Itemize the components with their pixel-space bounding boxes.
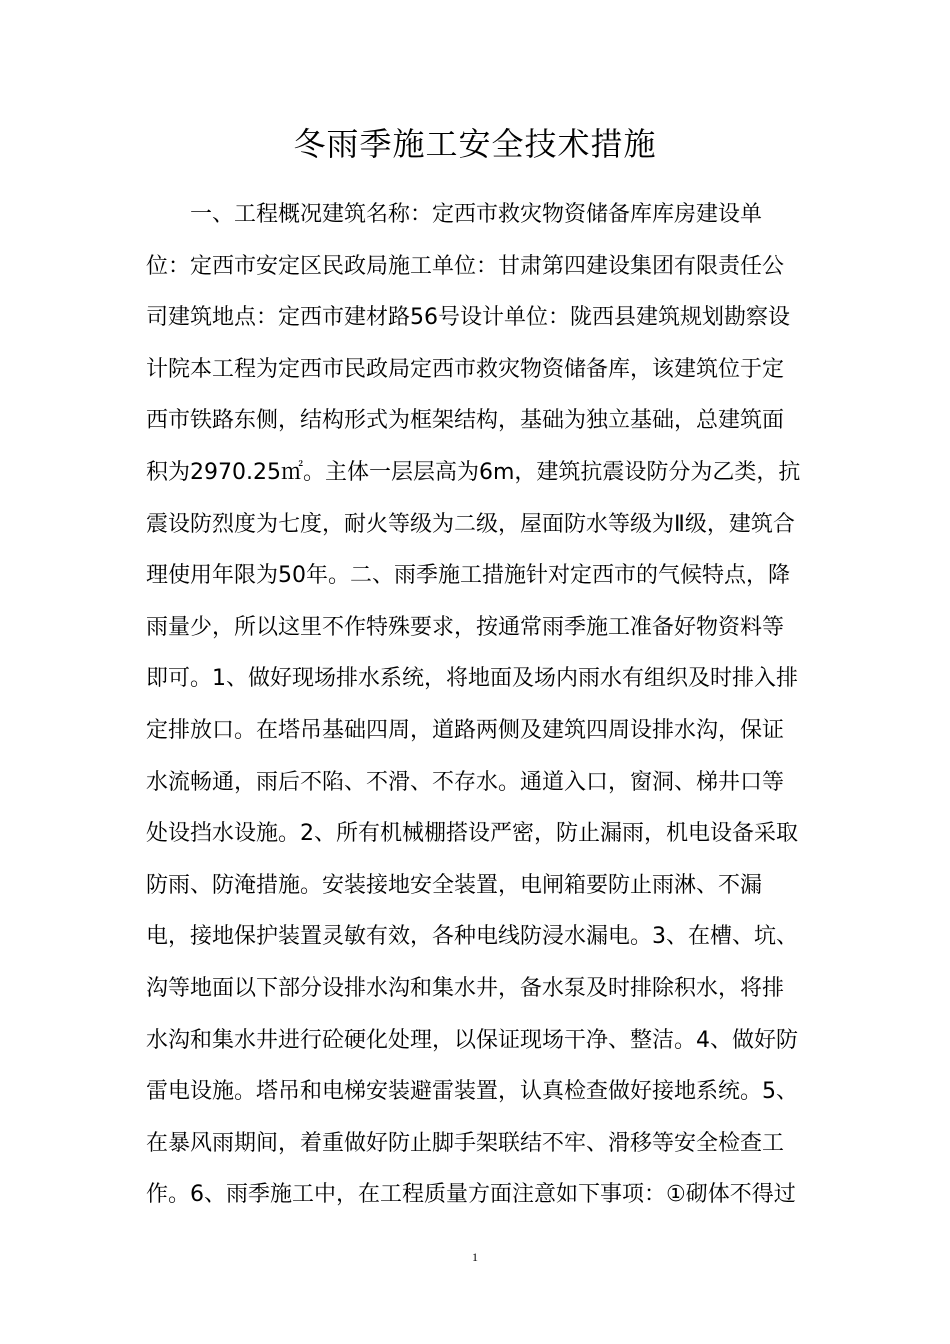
body-line: 震设防烈度为七度，耐火等级为二级，屋面防水等级为Ⅱ级，建筑合 (146, 511, 795, 537)
body-line: 作。6、雨季施工中，在工程质量方面注意如下事项：①砌体不得过 (146, 1182, 796, 1208)
page-number: 1 (472, 1250, 478, 1264)
body-line: 定排放口。在塔吊基础四周，道路两侧及建筑四周设排水沟，保证 (146, 717, 785, 743)
body-line: 理使用年限为50年。二、雨季施工措施针对定西市的气候特点，降 (146, 563, 790, 589)
body-line: 处设挡水设施。2、所有机械棚搭设严密，防止漏雨，机电设备采取 (146, 821, 798, 847)
body-line: 水流畅通，雨后不陷、不滑、不存水。通道入口，窗洞、梯井口等 (146, 769, 785, 795)
body-line: 西市铁路东侧，结构形式为框架结构，基础为独立基础，总建筑面 (146, 408, 785, 434)
body-line: 积为2970.25㎡。主体一层层高为6m，建筑抗震设防分为乙类，抗 (146, 459, 801, 485)
body-line: 雨量少，所以这里不作特殊要求，按通常雨季施工准备好物资料等 (146, 614, 785, 640)
body-line: 在暴风雨期间，着重做好防止脚手架联结不牢、滑移等安全检查工 (146, 1130, 785, 1156)
body-line: 计院本工程为定西市民政局定西市救灾物资储备库，该建筑位于定 (146, 356, 785, 382)
body-line: 沟等地面以下部分设排水沟和集水井，备水泵及时排除积水，将排 (146, 975, 785, 1001)
body-line: 雷电设施。塔吊和电梯安装避雷装置，认真检查做好接地系统。5、 (146, 1079, 798, 1105)
body-line: 防雨、防淹措施。安装接地安全装置，电闸箱要防止雨淋、不漏 (146, 872, 763, 898)
document-title: 冬雨季施工安全技术措施 (293, 125, 657, 163)
body-line: 水沟和集水井进行砼硬化处理，以保证现场干净、整洁。4、做好防 (146, 1027, 798, 1053)
body-line: 即可。1、做好现场排水系统，将地面及场内雨水有组织及时排入排 (146, 666, 798, 692)
body-line: 一、工程概况建筑名称：定西市救灾物资储备库库房建设单 (190, 202, 763, 227)
document-body (146, 196, 811, 1228)
body-line: 位：定西市安定区民政局施工单位：甘肃第四建设集团有限责任公 (146, 253, 785, 279)
body-line: 司建筑地点：定西市建材路56号设计单位：陇西县建筑规划勘察设 (146, 305, 790, 331)
body-line: 电，接地保护装置灵敏有效，各种电线防浸水漏电。3、在槽、坑、 (146, 924, 798, 950)
